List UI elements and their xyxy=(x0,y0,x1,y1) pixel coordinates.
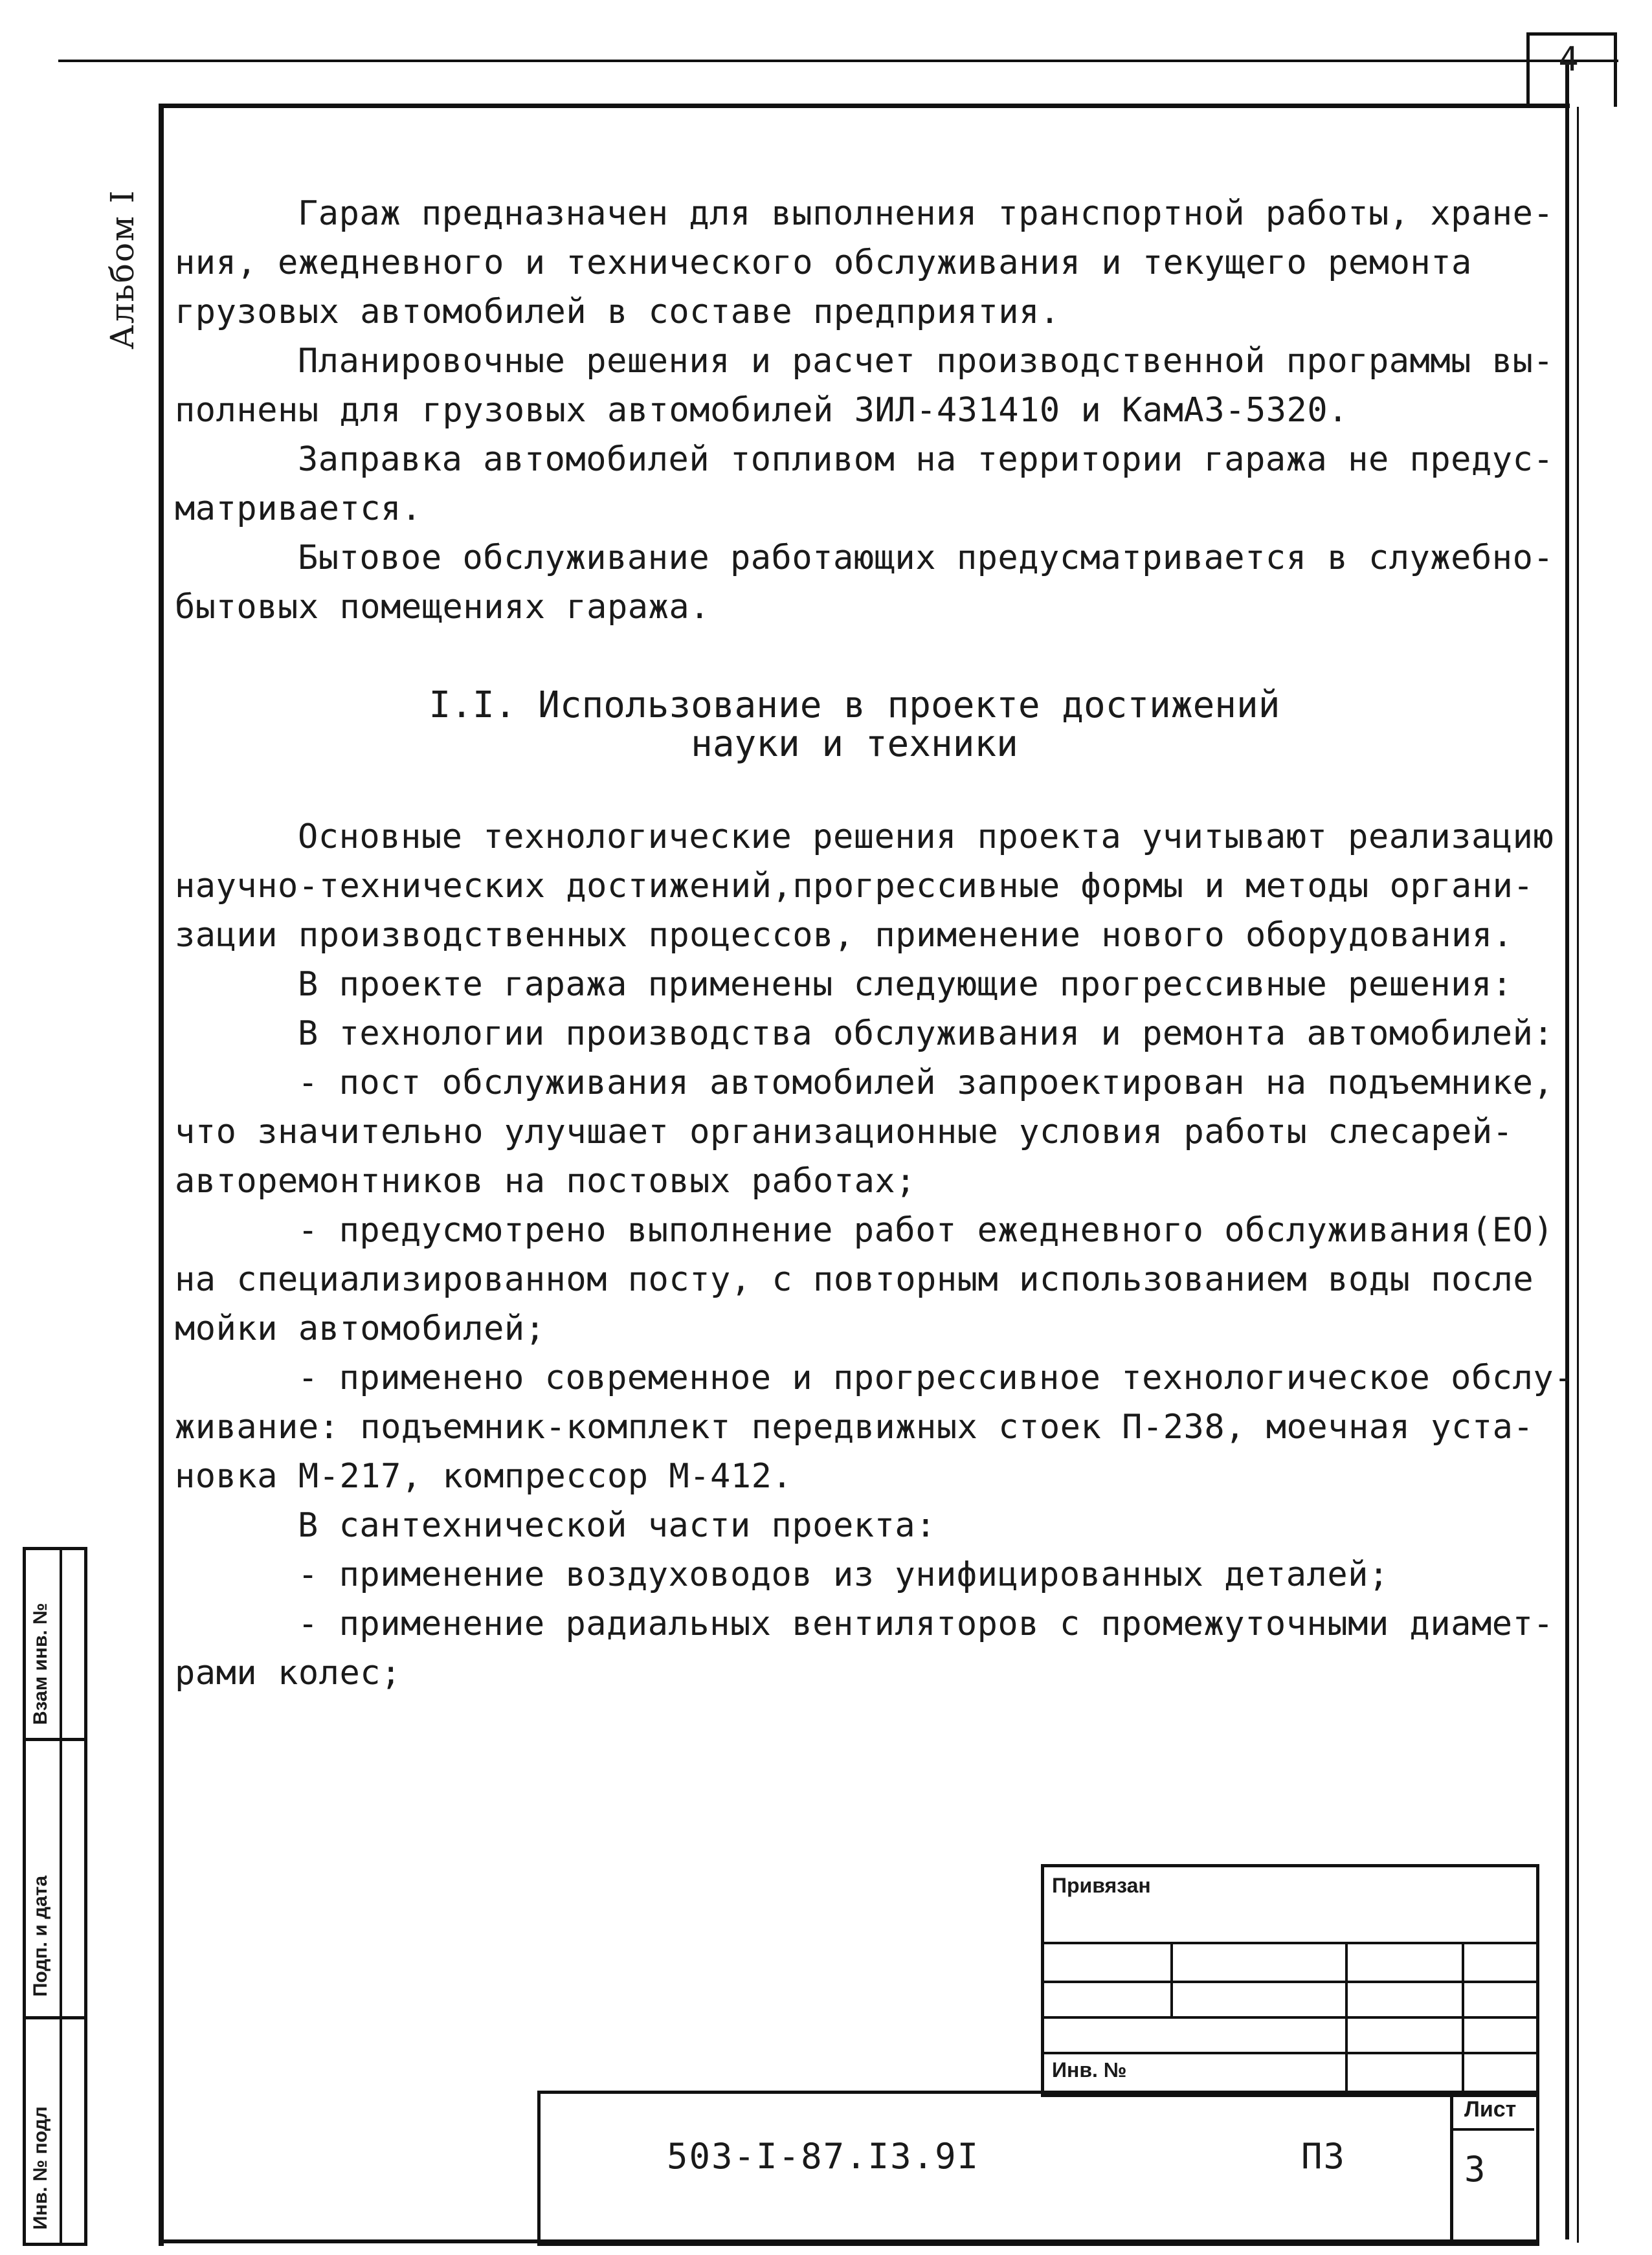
section-line: научно-технических достижений,прогрессивные формы и методы органи- xyxy=(175,867,1534,905)
intro-line: полнены для грузовых автомобилей ЗИЛ-431410 и КамАЗ-5320. xyxy=(175,391,1348,430)
section-line: - применение радиальных вентиляторов с промежуточными диамет- xyxy=(298,1605,1554,1643)
intro-line: грузовых автомобилей в составе предприятия. xyxy=(175,293,1060,331)
section-line: - применено современное и прогрессивное технологическое обслу- xyxy=(298,1359,1575,1397)
title-block-line xyxy=(1450,2128,1534,2131)
section-line: рами колес; xyxy=(175,1654,401,1693)
section-heading-line-1: I.I. Использование в проекте достижений xyxy=(429,684,1280,726)
document-section: ПЗ xyxy=(1301,2136,1346,2177)
binding-table-col xyxy=(1170,1942,1173,2016)
section-line: на специализированном посту, с повторным использованием воды после xyxy=(175,1260,1534,1299)
binding-table-col xyxy=(1345,1942,1348,2091)
side-stamp-divider xyxy=(26,2016,84,2019)
sheet-label: Лист xyxy=(1464,2097,1517,2122)
document-code: 503-I-87.I3.9I xyxy=(667,2136,980,2177)
album-label-text: Альбом I xyxy=(104,189,141,350)
intro-line: Планировочные решения и расчет производственной программы вы- xyxy=(298,342,1554,381)
side-stamp-divider-vertical xyxy=(60,1550,62,2243)
title-block-col xyxy=(1450,2091,1453,2239)
intro-line: Гараж предназначен для выполнения транспортной работы, хране- xyxy=(298,194,1554,233)
section-heading xyxy=(175,686,1534,764)
binding-table-col xyxy=(1462,1942,1464,2091)
section-line: живание: подъемник-комплект передвижных стоек П-238, моечная уста- xyxy=(175,1408,1534,1447)
section-line: В сантехнической части проекта: xyxy=(298,1506,937,1545)
side-stamp-label-podp: Подп. и дата xyxy=(30,1875,51,1997)
section-line: что значительно улучшает организационные условия работы слесарей- xyxy=(175,1113,1513,1151)
section-text xyxy=(175,812,1575,1698)
section-line: - предусмотрено выполнение работ ежедневного обслуживания(ЕО) xyxy=(298,1211,1554,1250)
intro-line: матривается. xyxy=(175,489,422,528)
side-stamp-label-inv: Инв. № подл xyxy=(30,2106,51,2230)
sheet-number: 3 xyxy=(1464,2149,1486,2190)
section-line: мойки автомобилей; xyxy=(175,1309,546,1348)
intro-line: Бытовое обслуживание работающих предусматривается в служебно- xyxy=(298,539,1554,577)
section-line: - применение воздуховодов из унифицированных деталей; xyxy=(298,1555,1389,1594)
page-number: 4 xyxy=(1558,40,1579,79)
section-line: авторемонтников на постовых работах; xyxy=(175,1162,917,1201)
section-line: зации производственных процессов, применение нового оборудования. xyxy=(175,916,1513,955)
side-stamp-label-vzam: Взам инв. № xyxy=(30,1603,51,1725)
section-line: В проекте гаража применены следующие прогрессивные решения: xyxy=(298,965,1513,1004)
section-heading-line-2: науки и техники xyxy=(691,723,1018,765)
intro-line: бытовых помещениях гаража. xyxy=(175,588,710,627)
top-rule xyxy=(58,60,1618,62)
frame-right-border-inner xyxy=(1577,107,1579,2243)
inv-no-label: Инв. № xyxy=(1052,2058,1127,2082)
frame-right-border xyxy=(1565,61,1569,2239)
frame-left-border xyxy=(159,104,164,2246)
side-stamp xyxy=(23,1547,87,2246)
section-line: Основные технологические решения проекта учитывают реализацию xyxy=(298,817,1554,856)
section-line: - пост обслуживания автомобилей запроектирован на подъемнике, xyxy=(298,1063,1554,1102)
binding-label: Привязан xyxy=(1052,1874,1151,1897)
intro-line: ния, ежедневного и технического обслуживания и текущего ремонта xyxy=(175,243,1472,282)
section-line: В технологии производства обслуживания и ремонта автомобилей: xyxy=(298,1014,1554,1053)
intro-line: Заправка автомобилей топливом на территории гаража не предус- xyxy=(298,440,1554,479)
side-stamp-divider xyxy=(26,1738,84,1741)
frame-top-border xyxy=(159,104,1570,108)
section-line: новка М-217, компрессор М-412. xyxy=(175,1457,793,1496)
intro-text xyxy=(175,189,1554,632)
